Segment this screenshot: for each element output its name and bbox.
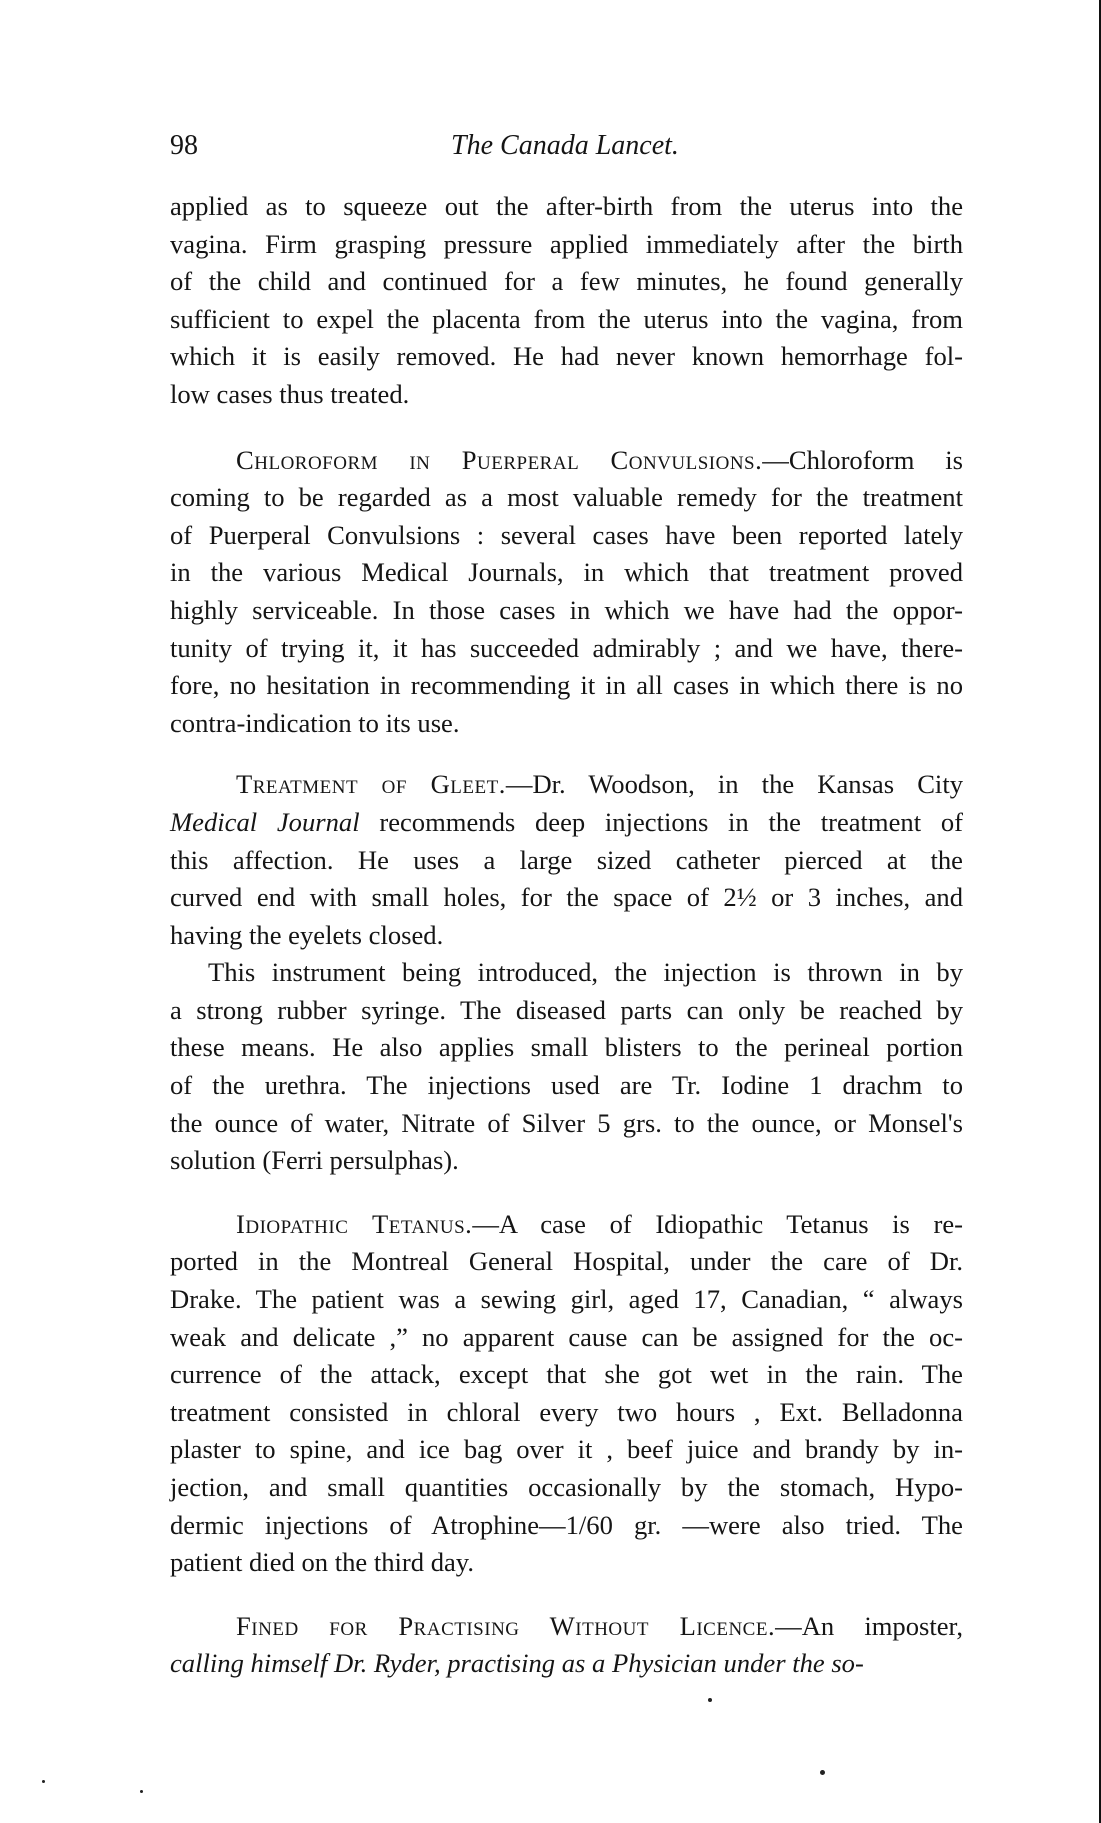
text-line: of the child and continued for a few minutes, he found generally [170, 266, 963, 297]
journal-title: Medical Journal [170, 806, 360, 837]
text-line: vagina. Firm grasping pressure applied immediately after the birth [170, 228, 963, 259]
paragraph-gleet [170, 766, 963, 954]
text-line: ported in the Montreal General Hospital, under the care of Dr. [170, 1246, 963, 1277]
text-line [170, 804, 963, 842]
page-header [170, 130, 960, 170]
text-line: curved end with small holes, for the space of 2½ or 3 inches, and [170, 882, 963, 913]
text-line: currence of the attack, except that she got wet in the rain. The [170, 1359, 963, 1390]
page-number: 98 [170, 130, 198, 161]
paragraph-tetanus [170, 1206, 963, 1582]
section-heading: Fined for Practising Without Licence. [236, 1610, 776, 1641]
text-line: sufficient to expel the placenta from the uterus into the vagina, from [170, 303, 963, 334]
text-line: having the eyelets closed. [170, 919, 444, 950]
text-line: Drake. The patient was a sewing girl, aged 17, Canadian, “ always [170, 1284, 963, 1315]
scan-speck [820, 1770, 825, 1775]
text-line: patient died on the third day. [170, 1547, 475, 1578]
text-line: fore, no hesitation in recommending it in all cases in which there is no [170, 670, 963, 701]
paragraph-chloroform [170, 442, 963, 743]
text-fragment: recommends deep injections in the treatment of [359, 806, 963, 837]
text-line: in the various Medical Journals, in which that treatment proved [170, 557, 963, 588]
text-line: low cases thus treated. [170, 378, 410, 409]
text-line: This instrument being introduced, the injection is thrown in by [208, 957, 963, 988]
text-line: the ounce of water, Nitrate of Silver 5 grs. to the ounce, or Monsel's [170, 1107, 963, 1138]
text-line [170, 442, 963, 480]
text-line: dermic injections of Atrophine—1/60 gr. —were also tried. The [170, 1509, 963, 1540]
running-title: The Canada Lancet. [451, 130, 679, 161]
text-fragment: —A case of Idiopathic Tetanus is re- [472, 1208, 963, 1239]
section-heading: Idiopathic Tetanus. [236, 1208, 473, 1239]
paragraph-licence [170, 1608, 963, 1683]
text-line: these means. He also applies small blisters to the perineal portion [170, 1032, 963, 1063]
text-fragment: —Dr. Woodson, in the Kansas City [505, 769, 964, 800]
text-line [170, 766, 963, 804]
text-line: applied as to squeeze out the after-birth from the uterus into the [170, 191, 963, 221]
text-line: jection, and small quantities occasionally by the stomach, Hypo- [170, 1472, 963, 1502]
text-line: treatment consisted in chloral every two hours , Ext. Belladonna [170, 1396, 963, 1427]
text-line: which it is easily removed. He had never known hemorrhage fol- [170, 341, 963, 372]
text-line: calling himself Dr. Ryder, practising as a Physician under the so- [170, 1648, 864, 1679]
section-heading: Treatment of Gleet. [236, 769, 506, 800]
section-heading: Chloroform in Puerperal Convulsions. [236, 444, 763, 475]
text-line: this affection. He uses a large sized catheter pierced at the [170, 844, 963, 875]
scan-speck [708, 1698, 712, 1702]
text-fragment: —An imposter, [775, 1610, 963, 1641]
text-line: of Puerperal Convulsions : several cases have been reported lately [170, 519, 963, 550]
text-line: coming to be regarded as a most valuable remedy for the treatment [170, 482, 963, 513]
text-line: of the urethra. The injections used are Tr. Iodine 1 drachm to [170, 1070, 963, 1101]
text-line: tunity of trying it, it has succeeded admirably ; and we have, there- [170, 632, 963, 663]
text-line: contra-indication to its use. [170, 707, 460, 738]
article-body [170, 188, 963, 1683]
text-line: weak and delicate ,” no apparent cause can be assigned for the oc- [170, 1321, 963, 1352]
scan-speck [140, 1790, 143, 1793]
text-line: solution (Ferri persulphas). [170, 1145, 459, 1176]
text-line: a strong rubber syringe. The diseased parts can only be reached by [170, 994, 963, 1025]
text-line: plaster to spine, and ice bag over it , beef juice and brandy by in- [170, 1434, 963, 1465]
scan-speck [42, 1780, 45, 1783]
paragraph-instrument [170, 954, 963, 1180]
paragraph-afterbirth [170, 188, 963, 414]
text-line [170, 1206, 963, 1244]
text-line: highly serviceable. In those cases in which we have had the oppor- [170, 594, 963, 625]
text-line [170, 1608, 963, 1646]
text-fragment: —Chloroform is [762, 444, 963, 475]
